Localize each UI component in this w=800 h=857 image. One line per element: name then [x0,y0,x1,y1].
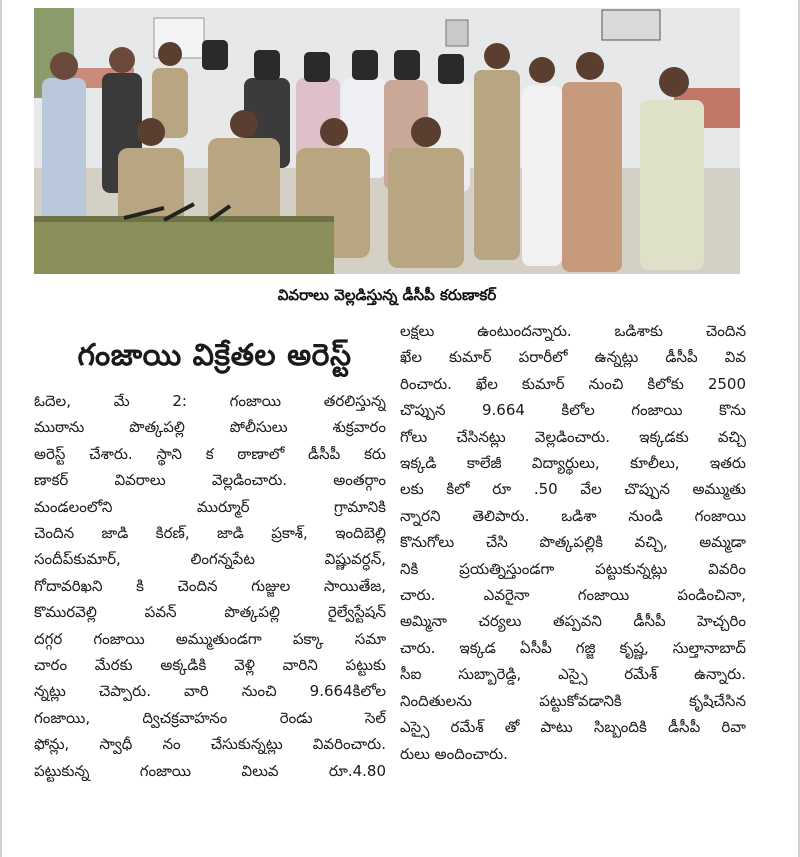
article-line: అమ్మినా చర్యలు తప్పవని డీసీపీ హెచ్చరిం [400,612,746,631]
article-line: గంజాయి, ద్విచక్రవాహనం రెండు సెల్ [34,708,386,727]
article-line: సీఐ సుబ్బారెడ్డి, ఎస్సై రమేశ్ ఉన్నారు. [400,665,746,684]
article-line: చొప్పున 9.664 కిలోల గంజాయి కొను [400,401,746,420]
article-line: దగ్గర గంజాయి అమ్ముతుండగా పక్కా సమా [34,629,386,648]
article-line: రించారు. ఖేల కుమార్ నుంచి కిలోకు 2500 [400,374,746,393]
article-line: చారం మేరకు అక్కడికి వెళ్లి వారిని పట్టుకు [34,656,386,675]
article-line: పట్టుకున్న గంజాయి విలువ రూ.4.80 [34,761,386,780]
photo-caption: వివరాలు వెల్లడిస్తున్న డీసీపీ కరుణాకర్ [277,286,497,304]
article-line: ముఠాను పొత్కపల్లి పోలీసులు శుక్రవారం [34,418,386,437]
article-line: రులు అందించారు. [400,744,508,763]
article-line: ఫోన్లు, స్వాధీ నం చేసుకున్నట్లు వివరించారు. [34,735,386,754]
article-line: ఓదెల, మే 2: గంజాయి తరలిస్తున్న [34,392,386,410]
article-line: లకు కిలో రూ .50 వేల చొప్పున అమ్ముతు [400,480,746,499]
article-line: న్నట్లు చెప్పారు. వారి నుంచి 9.664కిలోల [34,682,386,701]
article-line: చారు. ఇక్కడ ఏసీపీ గజ్జి కృష్ణ, సుల్తానాబాద్ [400,638,746,657]
article-line: నిందితులను పట్టుకోవడానికి కృషిచేసిన [400,691,746,710]
article-line: న్నారని తెలిపారు. ఒడిశా నుండి గంజాయి [400,506,746,525]
article-headline: గంజాయి విక్రేతల అరెస్ట్ [77,338,352,373]
article-line: గోలు చేసినట్లు వెల్లడించారు. ఇక్కడకు వచ్చి [400,427,746,446]
article-line: చారు. ఎవరైనా గంజాయి పండించినా, [400,586,746,605]
article-line: ఇక్కడి కాలేజీ విద్యార్థులు, కూలీలు, ఇతరు [400,454,746,473]
article-line: చెందిన జాడి కిరణ్, జాడి ప్రకాశ్, ఇందిబెల్లి [34,524,386,543]
article-line: కొనుగోలు చేసి పొత్కపల్లికి వచ్చి, అమ్మడా [400,533,746,552]
article-line: ఖేల కుమార్ పరారీలో ఉన్నట్లు డీసీపీ వివ [400,348,746,367]
article-column-right [400,318,746,767]
photo-illustration [34,8,740,274]
article-line: నికి ప్రయత్నిస్తుండగా పట్టుకున్నట్లు వివరిం [400,559,746,578]
press-meet-photo [34,8,740,274]
article-column-left [34,388,386,784]
article-line: గోదావరిఖని కి చెందిన గుజ్జుల సాయితేజ, [34,576,386,595]
article-line: కొమురవెల్లి పవన్ పొత్కపల్లి రైల్వేస్టేషన్ [34,603,386,622]
article-line: ఎస్సై రమేశ్ తో పాటు సిబ్బందికి డీసీపీ రివా [400,718,746,737]
article-line: లక్షలు ఉంటుందన్నారు. ఒడిశాకు చెందిన [400,322,746,340]
article-line: మండలంలోని ముర్మూర్ గ్రామానికి [34,497,386,516]
article-line: ణాకర్ వివరాలు వెల్లడించారు. అంతర్గాం [34,471,386,490]
article-line: అరెస్ట్ చేశారు. స్థాని క ఠాణాలో డీసీపీ కరు [34,444,386,463]
article-line: సందీప్‌కుమార్, లింగన్నపేట విష్ణువర్ధన్, [34,550,386,569]
